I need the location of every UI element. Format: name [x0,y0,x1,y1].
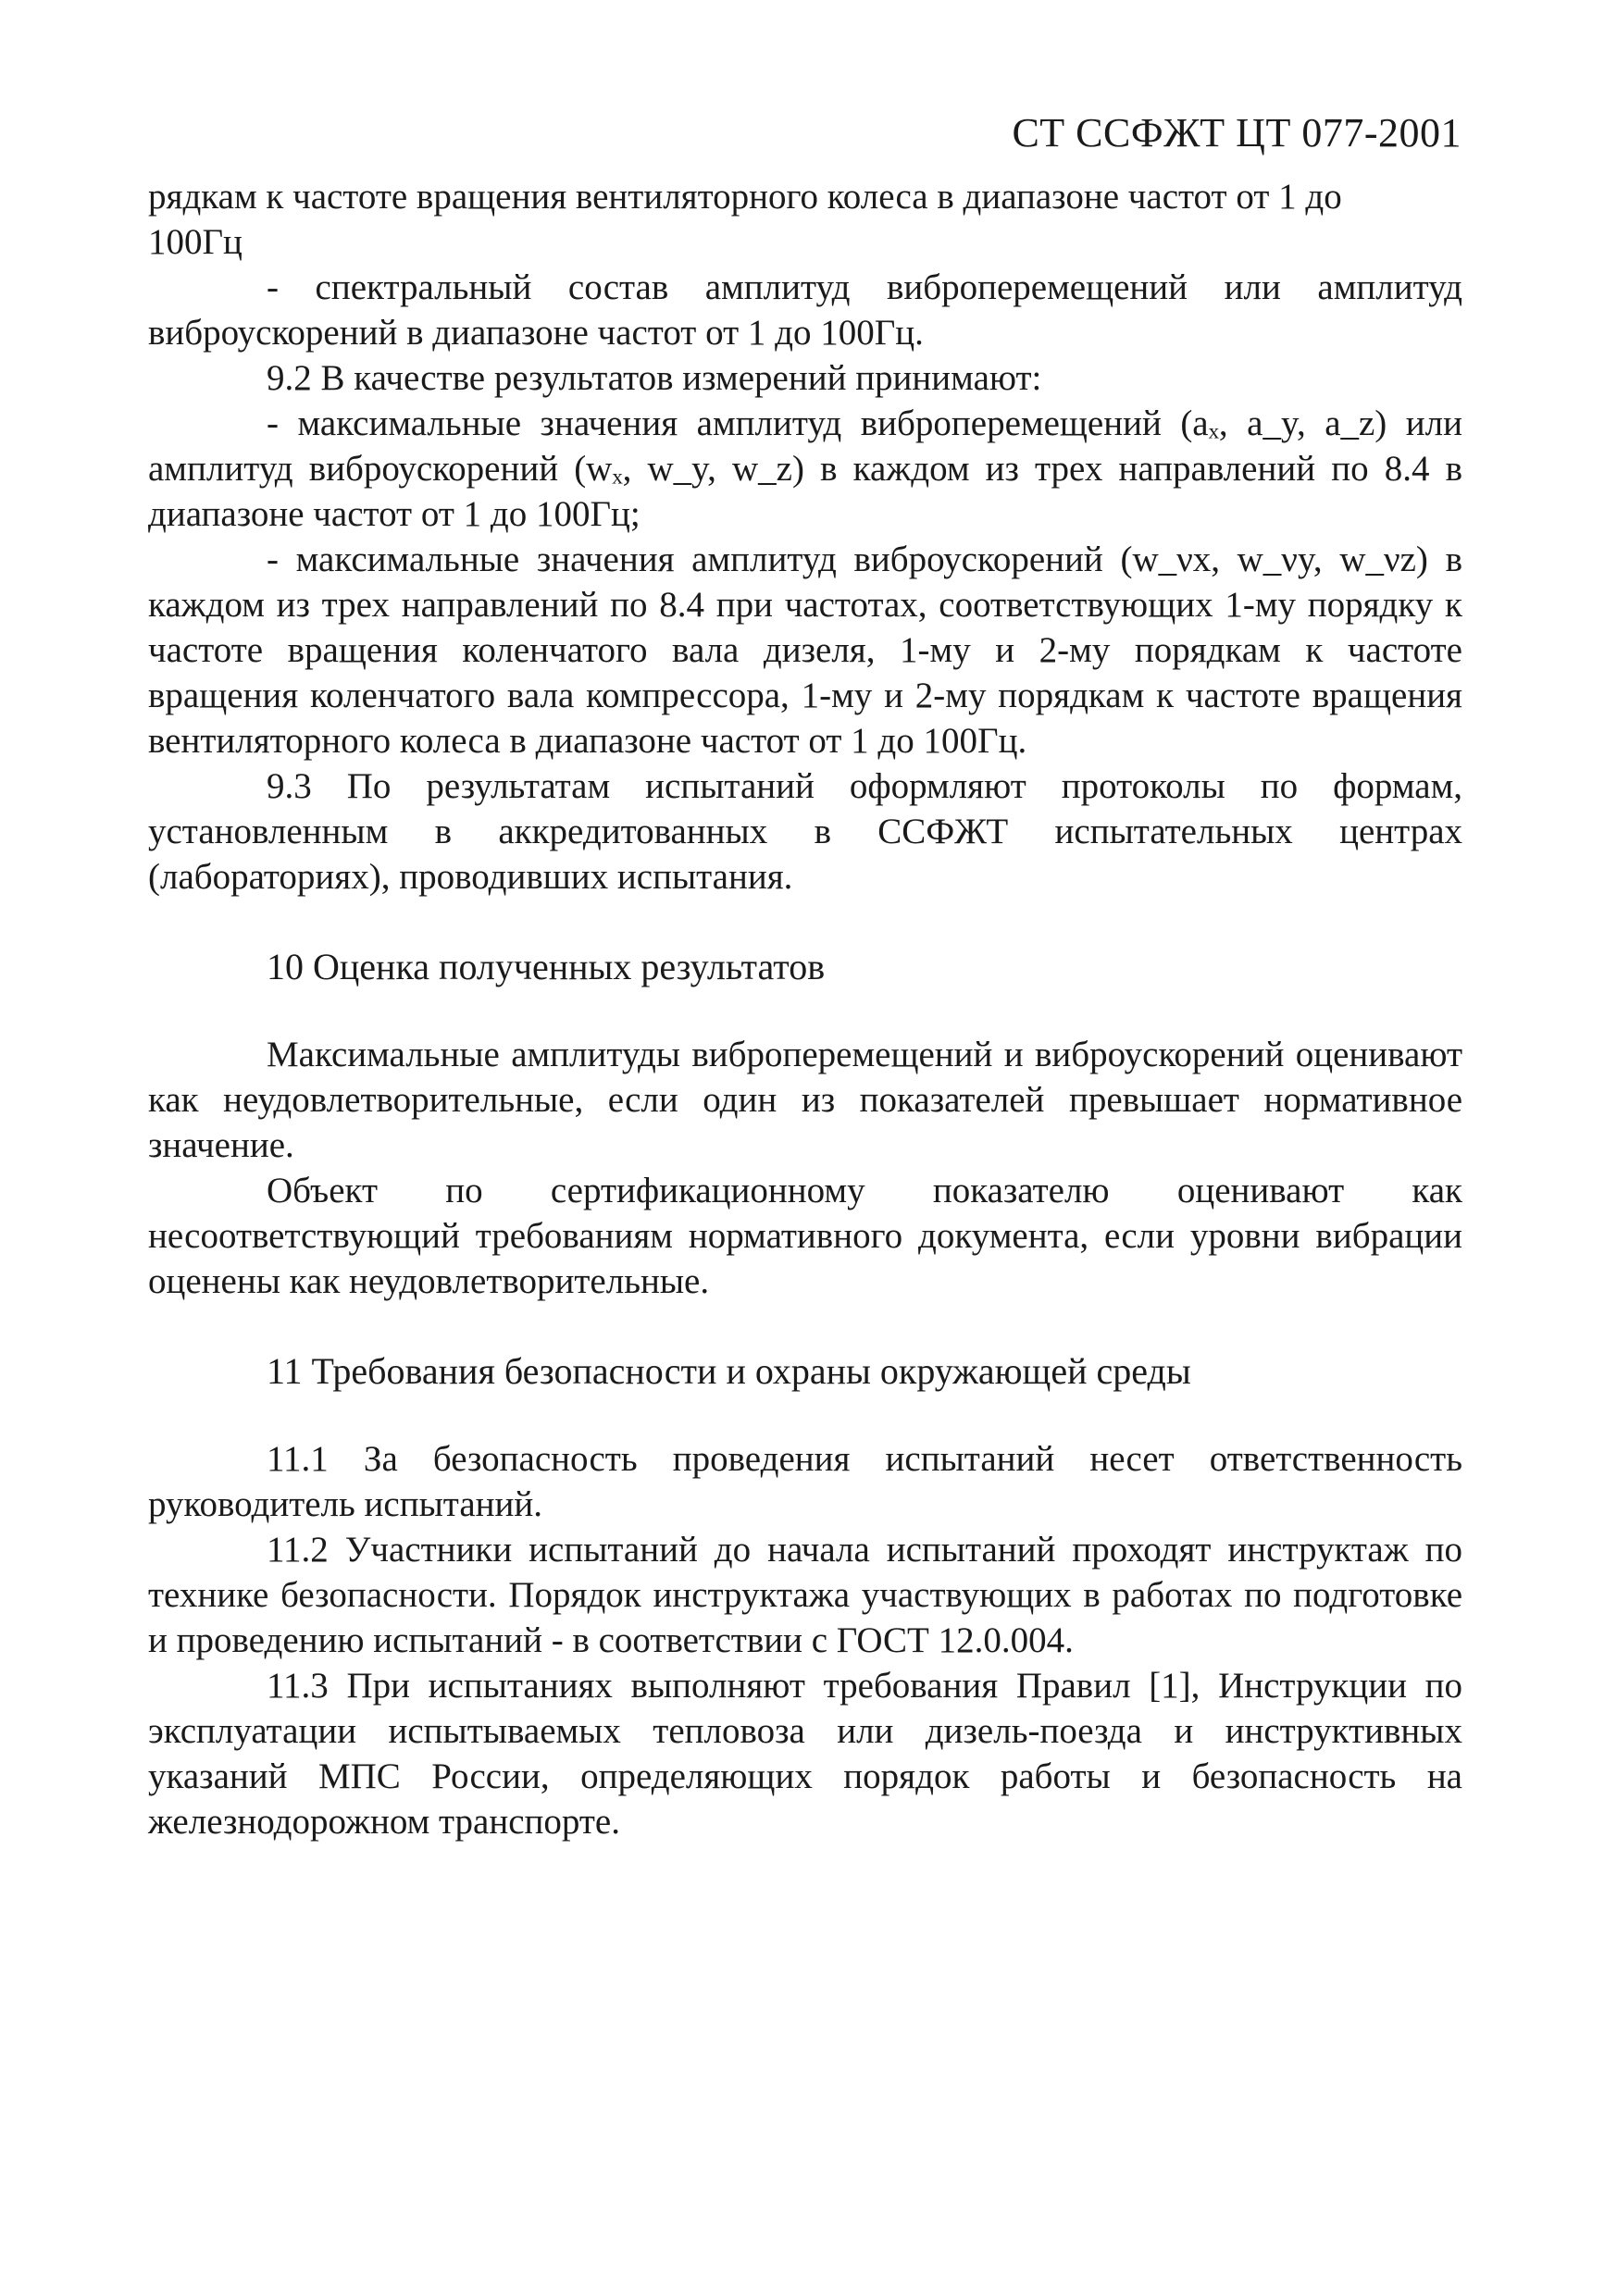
document-body [148,174,1462,1844]
section-heading-10: 10 Оценка полученных результатов [267,946,826,987]
paragraph-9-2: 9.2 В качестве результатов измерений принимают: [267,358,1042,398]
paragraph-9-3: 9.3 По результатам испытаний оформляют протоколы по формам, установленным в аккредитованных в ССФЖТ испытательных центрах (лабораториях), проводивших испытания. [148,766,1462,897]
paragraph-continuation-end: 100Гц [148,222,243,262]
paragraph-11-2: 11.2 Участники испытаний до начала испытаний проходят инструктаж по технике безопасности. Порядок инструктажа участвующих в работах по подготовке и проведению испытаний - в соответствии с ГОСТ 12.0.004. [148,1530,1462,1660]
paragraph-max-acceleration: - максимальные значения амплитуд виброускорений (w_νx, w_νy, w_νz) в каждом из трех направлений по 8.4 при частотах, соответствующих 1-му порядку к частоте вращения коленчатого вала дизеля, 1-му и 2-му порядкам к частоте вращения коленчатого вала компрессора, 1-му и 2-му порядкам к частоте вращения вентиляторного колеса в диапазоне частот от 1 до 100Гц. [148,540,1462,761]
paragraph-evaluation: Максимальные амплитуды виброперемещений и виброускорений оценивают как неудовлетворительные, если один из показателей превышает нормативное значение. [148,1035,1462,1165]
paragraph-continuation: рядкам к частоте вращения вентиляторного колеса в диапазоне частот от 1 до [148,177,1342,217]
paragraph-nonconformity: Объект по сертификационному показателю оценивают как несоответствующий требованиям нормативного документа, если уровни вибрации оценены как неудовлетворительные. [148,1171,1462,1301]
paragraph-max-displacement: - максимальные значения амплитуд виброперемещений (aₓ, a_y, a_z) или амплитуд виброускорений (wₓ, w_y, w_z) в каждом из трех направлений по 8.4 в диапазоне частот от 1 до 100Гц; [148,403,1462,534]
paragraph-11-1: 11.1 За безопасность проведения испытаний несет ответственность руководитель испытаний. [148,1439,1462,1524]
paragraph-11-3: 11.3 При испытаниях выполняют требования Правил [1], Инструкции по эксплуатации испытываемых тепловоза или дизель-поезда и инструктивных указаний МПС России, определяющих порядок работы и безопасность на железнодорожном транспорте. [148,1666,1462,1842]
document-code-header: СТ ССФЖТ ЦТ 077-2001 [1012,110,1462,155]
section-heading-11: 11 Требования безопасности и охраны окружающей среды [267,1350,1191,1392]
paragraph-spectral-composition: - спектральный состав амплитуд виброперемещений или амплитуд виброускорений в диапазоне частот от 1 до 100Гц. [148,267,1462,353]
